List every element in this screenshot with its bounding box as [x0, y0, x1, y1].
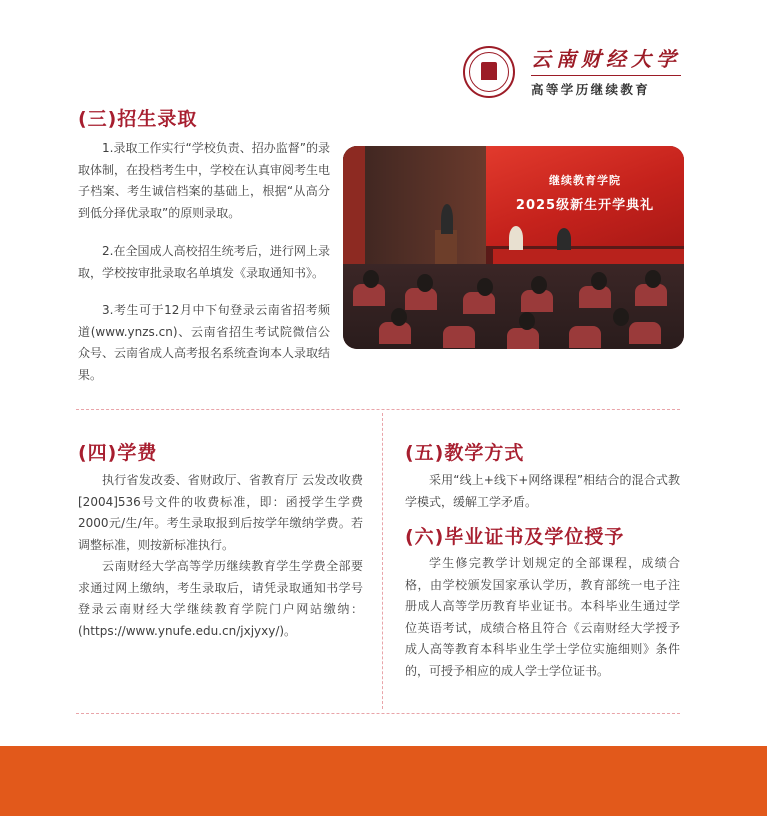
diploma-heading: (六)毕业证书及学位授予	[405, 526, 625, 548]
university-logo	[463, 46, 681, 98]
university-seal-icon	[463, 46, 515, 98]
photo-attendee	[645, 270, 661, 288]
photo-audience	[343, 264, 684, 349]
photo-attendee	[417, 274, 433, 292]
opening-ceremony-photo	[343, 146, 684, 349]
photo-guest-1	[509, 226, 523, 250]
tuition-heading: (四)学费	[78, 442, 158, 464]
photo-speaker	[441, 204, 453, 234]
screen-subtitle: 2025级新生开学典礼	[515, 198, 655, 213]
logo-divider	[531, 75, 681, 76]
photo-curtain	[343, 146, 365, 276]
photo-seat	[629, 322, 661, 344]
tuition-paragraph-2: 云南财经大学高等学历继续教育学生学费全部要求通过网上缴纳，考生录取后，请凭录取通知书学号登录云南财经大学继续教育学院门户网站缴纳：(https://www.ynufe.edu.cn/jxjyxy/)。	[78, 559, 363, 638]
seal-gate-shape	[481, 62, 497, 80]
logo-name: 云南财经大学	[531, 47, 681, 71]
admission-paragraph-3: 3.考生可于12月中下旬登录云南省招考频道(www.ynzs.cn)、云南省招生考试院微信公众号、云南省成人高考报名系统查询本人录取结果。	[78, 303, 331, 382]
section-divider-top	[76, 409, 680, 410]
admission-paragraph-1: 1.录取工作实行“学校负责、招办监督”的录取体制，在投档考生中，学校在认真审阅考生电子档案、考生诚信档案的基础上，根据“从高分到低分择优录取”的原则录取。	[78, 141, 331, 220]
photo-seat	[443, 326, 475, 348]
photo-seat	[569, 326, 601, 348]
section-divider-bottom	[76, 713, 680, 714]
teaching-paragraph-1: 采用“线上+线下+网络课程”相结合的混合式教学模式，缓解工学矛盾。	[405, 473, 680, 509]
screen-title: 继续教育学院	[549, 174, 621, 187]
admission-heading: (三)招生录取	[78, 108, 198, 130]
photo-attendee	[477, 278, 493, 296]
diploma-paragraph-1: 学生修完教学计划规定的全部课程，成绩合格，由学校颁发国家承认学历，教育部统一电子注册成人高等学历教育毕业证书。本科毕业生通过学位英语考试，成绩合格且符合《云南财经大学授予成人高等教育本科毕业生学士学位实施细则》条件的，可授予相应的成人学士学位证书。	[405, 556, 680, 678]
photo-attendee	[519, 312, 535, 330]
photo-attendee	[531, 276, 547, 294]
column-divider	[382, 413, 383, 709]
photo-attendee	[613, 308, 629, 326]
admission-paragraph-2: 2.在全国成人高校招生统考后，进行网上录取，学校按审批录取名单填发《录取通知书》。	[78, 244, 330, 280]
footer-band	[0, 746, 767, 816]
photo-attendee	[363, 270, 379, 288]
teaching-heading: (五)教学方式	[405, 442, 525, 464]
photo-seat	[507, 328, 539, 349]
tuition-paragraph-1: 执行省发改委、省财政厅、省教育厅 云发改收费[2004]536号文件的收费标准，即：函授学生学费2000元/生/年。考生录取报到后按学年缴纳学费。若调整标准，则按新标准执行。	[78, 473, 363, 552]
photo-seat	[463, 292, 495, 314]
photo-guest-2	[557, 228, 571, 250]
logo-subtitle: 高等学历继续教育	[531, 82, 651, 97]
photo-attendee	[391, 308, 407, 326]
logo-wordmark	[531, 46, 681, 98]
photo-attendee	[591, 272, 607, 290]
